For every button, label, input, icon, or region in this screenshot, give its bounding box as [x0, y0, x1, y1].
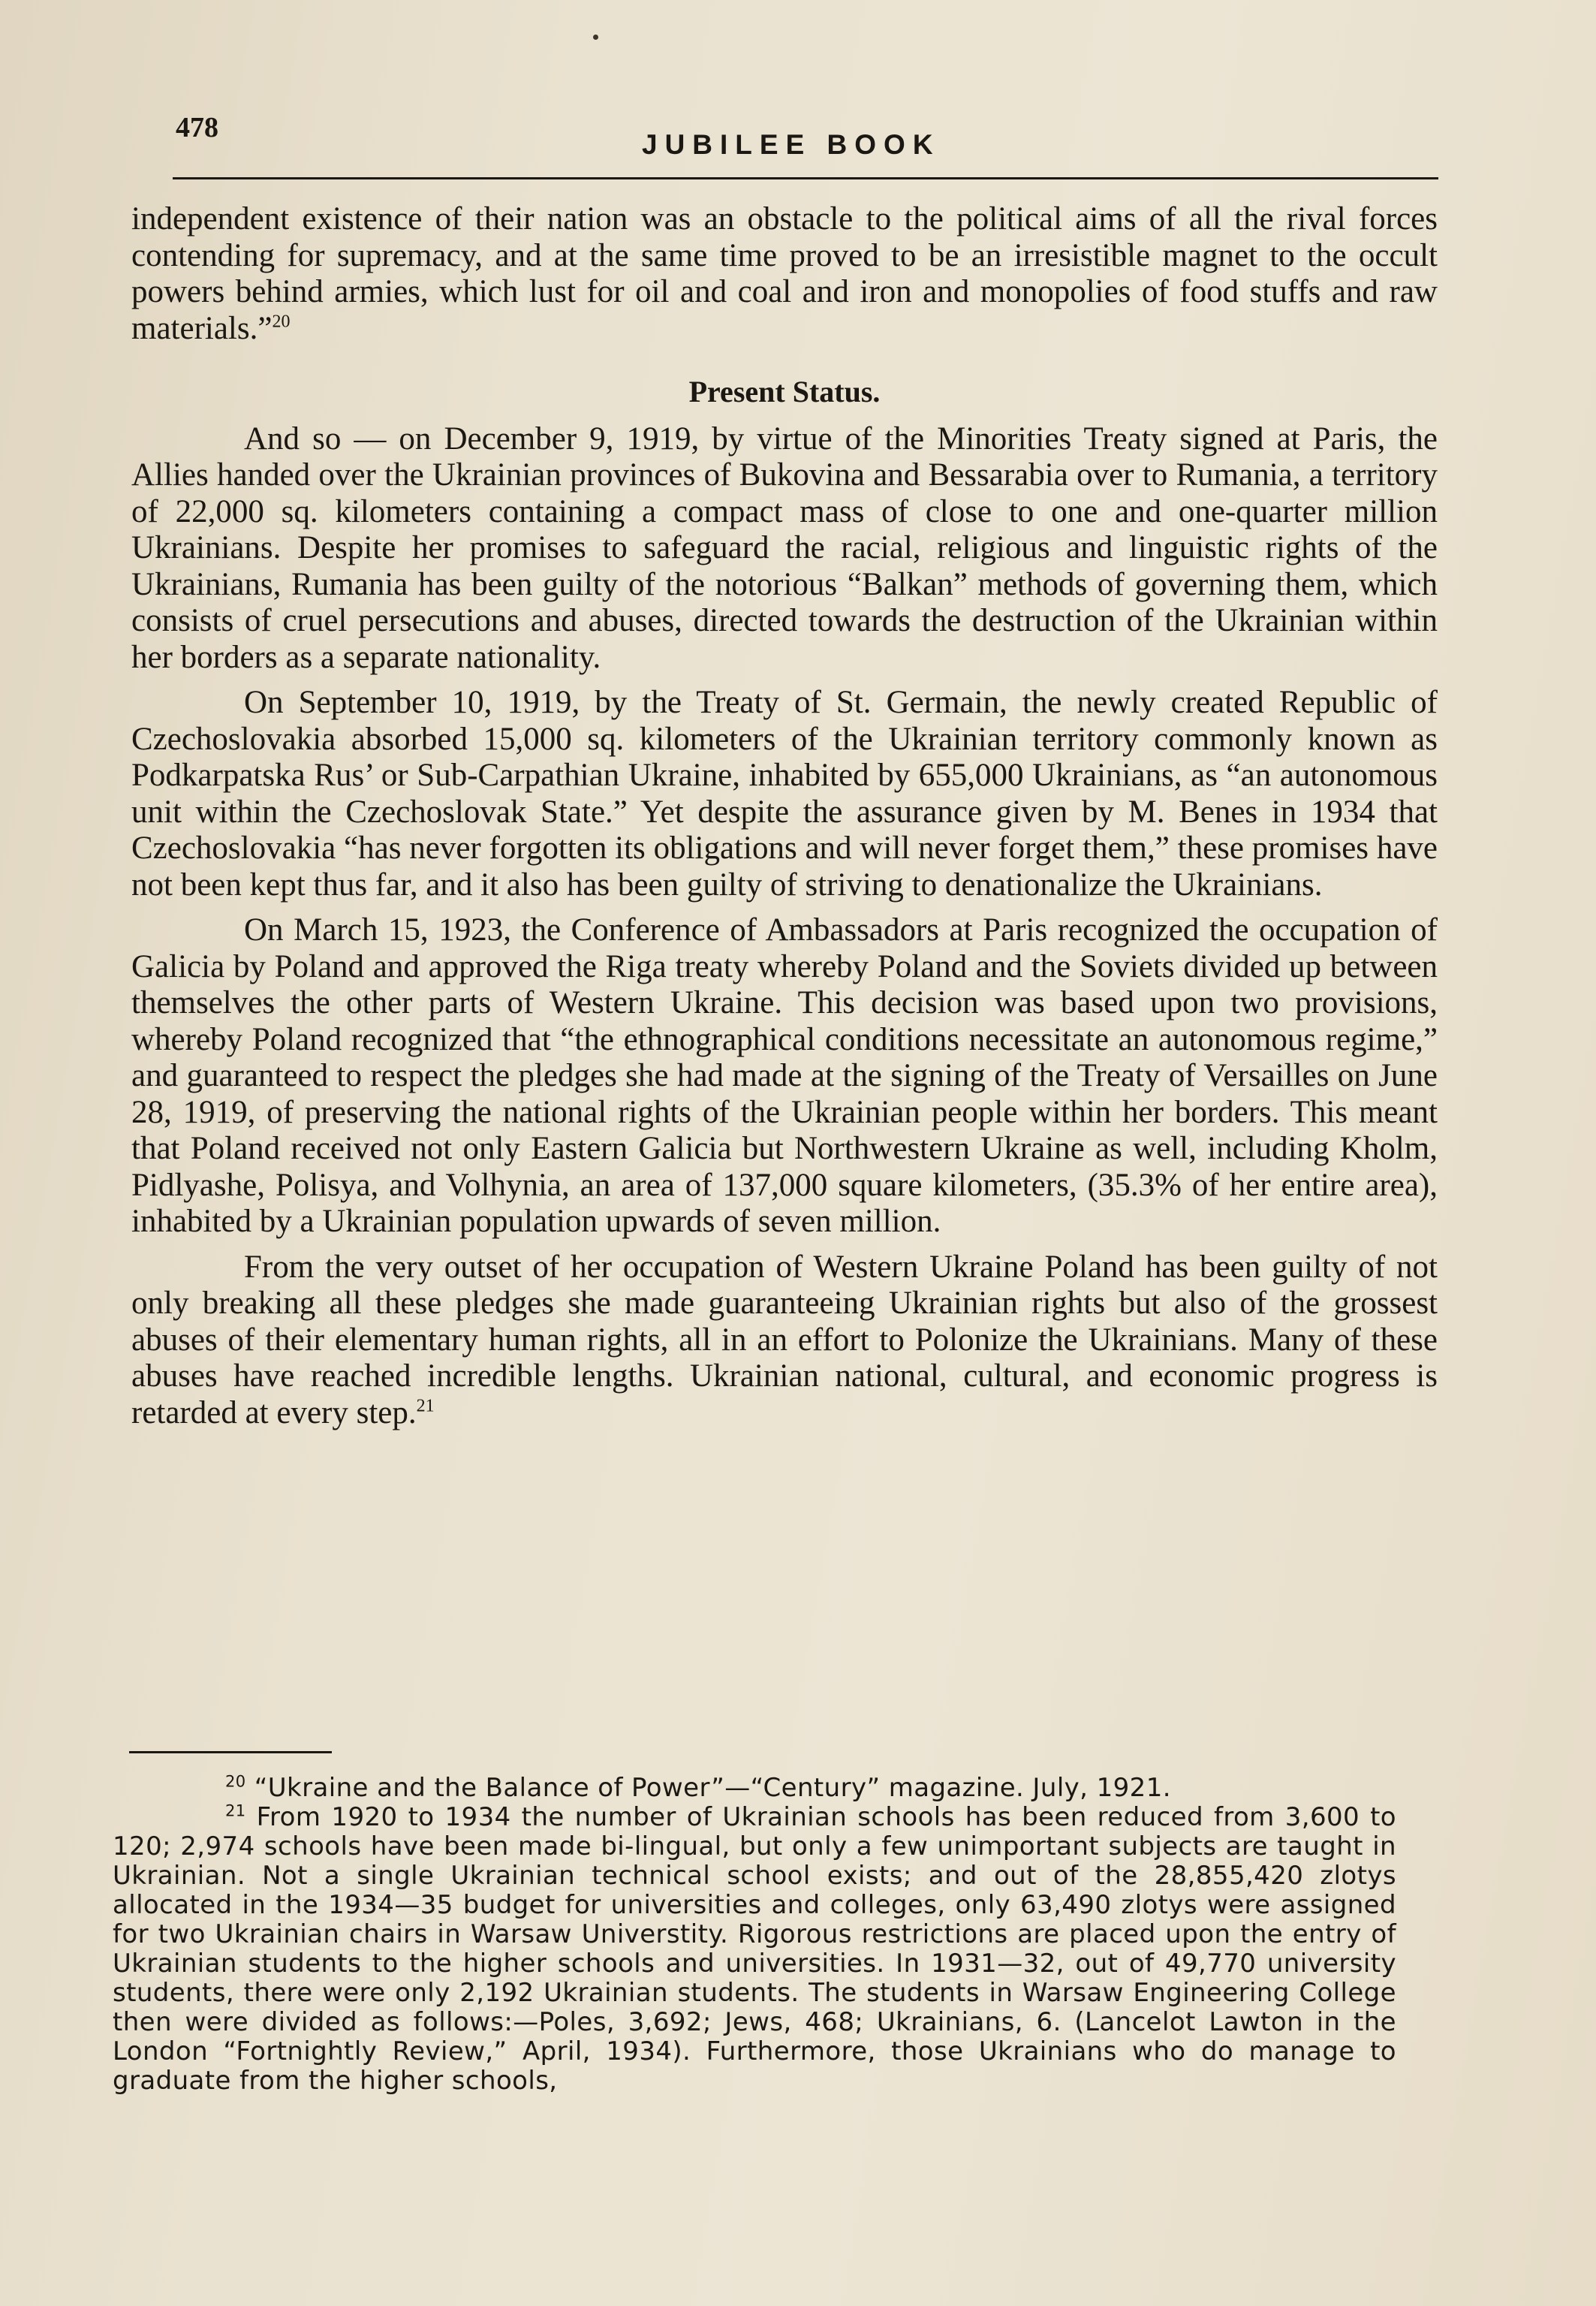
paragraph-poland-abuses [131, 1249, 1438, 1432]
footnote-mark: 21 [225, 1801, 246, 1820]
footnote-21 [113, 1803, 1396, 2096]
body-text [131, 201, 1438, 1440]
paragraph-text: independent existence of their nation was an obstacle to the political aims of all the rival forces contending for supremacy, and at the same time proved to be an irresistible magnet to the occult powers behind armies, which lust for oil and coal and iron and monopolies of food stuffs and raw materials.” [131, 201, 1438, 346]
footnote-rule [129, 1751, 332, 1753]
footnote-ref-21: 21 [416, 1396, 435, 1416]
paragraph-continuation [131, 201, 1438, 347]
paragraph-czechoslovakia: On September 10, 1919, by the Treaty of St. Germain, the newly created Republic of Czechoslovakia absorbed 15,000 sq. kilometers of the Ukrainian territory commonly known as Podkarpatska Rus’ or Sub-Carpathian Ukraine, inhabited by 655,000 Ukrainians, as “an autonomous unit within the Czechoslovak State.” Yet despite the assurance given by M. Benes in 1934 that Czechoslovakia “has never forgotten its obligations and will never forget them,” these promises have not been kept thus far, and it also has been guilty of striving to denationalize the Ukrainians. [131, 685, 1438, 903]
paragraph-bukovina: And so — on December 9, 1919, by virtue of the Minorities Treaty signed at Paris, the Allies handed over the Ukrainian provinces of Bukovina and Bessarabia over to Rumania, a territory of 22,000 sq. kilometers containing a compact mass of close to one and one-quarter million Ukrainians. Despite her promises to safeguard the racial, religious and linguistic rights of the Ukrainians, Rumania has been guilty of the notorious “Balkan” methods of governing them, which consists of cruel persecutions and abuses, directed towards the destruction of the Ukrainian within her borders as a separate nationality. [131, 421, 1438, 675]
header-rule [173, 177, 1438, 179]
footnote-20 [113, 1774, 1396, 1803]
page-number: 478 [176, 112, 218, 143]
running-head: JUBILEE BOOK [642, 129, 941, 160]
footnote-text: “Ukraine and the Balance of Power”—“Century” magazine. July, 1921. [254, 1773, 1171, 1803]
footnote-mark: 20 [225, 1772, 246, 1791]
footnote-text: From 1920 to 1934 the number of Ukrainian schools has been reduced from 3,600 to 120; 2,974 schools have been made bi-lingual, but only a few unimportant subjects are taught in Ukrainian. Not a single Ukrainian technical school exists; and out of the 28,855,420 zlotys allocated in the 1934—35 budget for universities and colleges, only 63,490 zlotys were assigned for two Ukrainian chairs in Warsaw Universtity. Rigorous restrictions are placed upon the entry of Ukrainian students to the higher schools and universities. In 1931—32, out of 49,770 university students, there were only 2,192 Ukrainian students. The students in Warsaw Engineering College then were divided as follows:—Poles, 3,692; Jews, 468; Ukrainians, 6. (Lancelot Lawton in the London “Fortnightly Review,” April, 1934). Furthermore, those Ukrainians who do manage to graduate from the higher schools, [113, 1802, 1396, 2096]
footnote-ref-20: 20 [272, 312, 291, 332]
paragraph-text: From the very outset of her occupation of Western Ukraine Poland has been guilty of not only breaking all these pledges she made guaranteeing Ukrainian rights but also of the grossest abuses of their elementary human rights, all in an effort to Polonize the Ukrainians. Many of these abuses have reached incredible lengths. Ukrainian national, cultural, and economic progress is retarded at every step. [131, 1249, 1438, 1430]
print-speck [593, 35, 598, 40]
paragraph-galicia: On March 15, 1923, the Conference of Ambassadors at Paris recognized the occupation of Galicia by Poland and approved the Riga treaty whereby Poland and the Soviets divided up between themselves the other parts of Western Ukraine. This decision was based upon two provisions, whereby Poland recognized that “the ethnographical conditions necessitate an autonomous regime,” and guaranteed to respect the pledges she had made at the signing of the Treaty of Versailles on June 28, 1919, of preserving the national rights of the Ukrainian people within her borders. This meant that Poland received not only Eastern Galicia but Northwestern Ukraine as well, including Kholm, Pidlyashe, Polisya, and Volhynia, an area of 137,000 square kilometers, (35.3% of her entire area), inhabited by a Ukrainian population upwards of seven million. [131, 912, 1438, 1239]
footnotes [113, 1774, 1396, 2096]
section-heading: Present Status. [688, 375, 881, 408]
